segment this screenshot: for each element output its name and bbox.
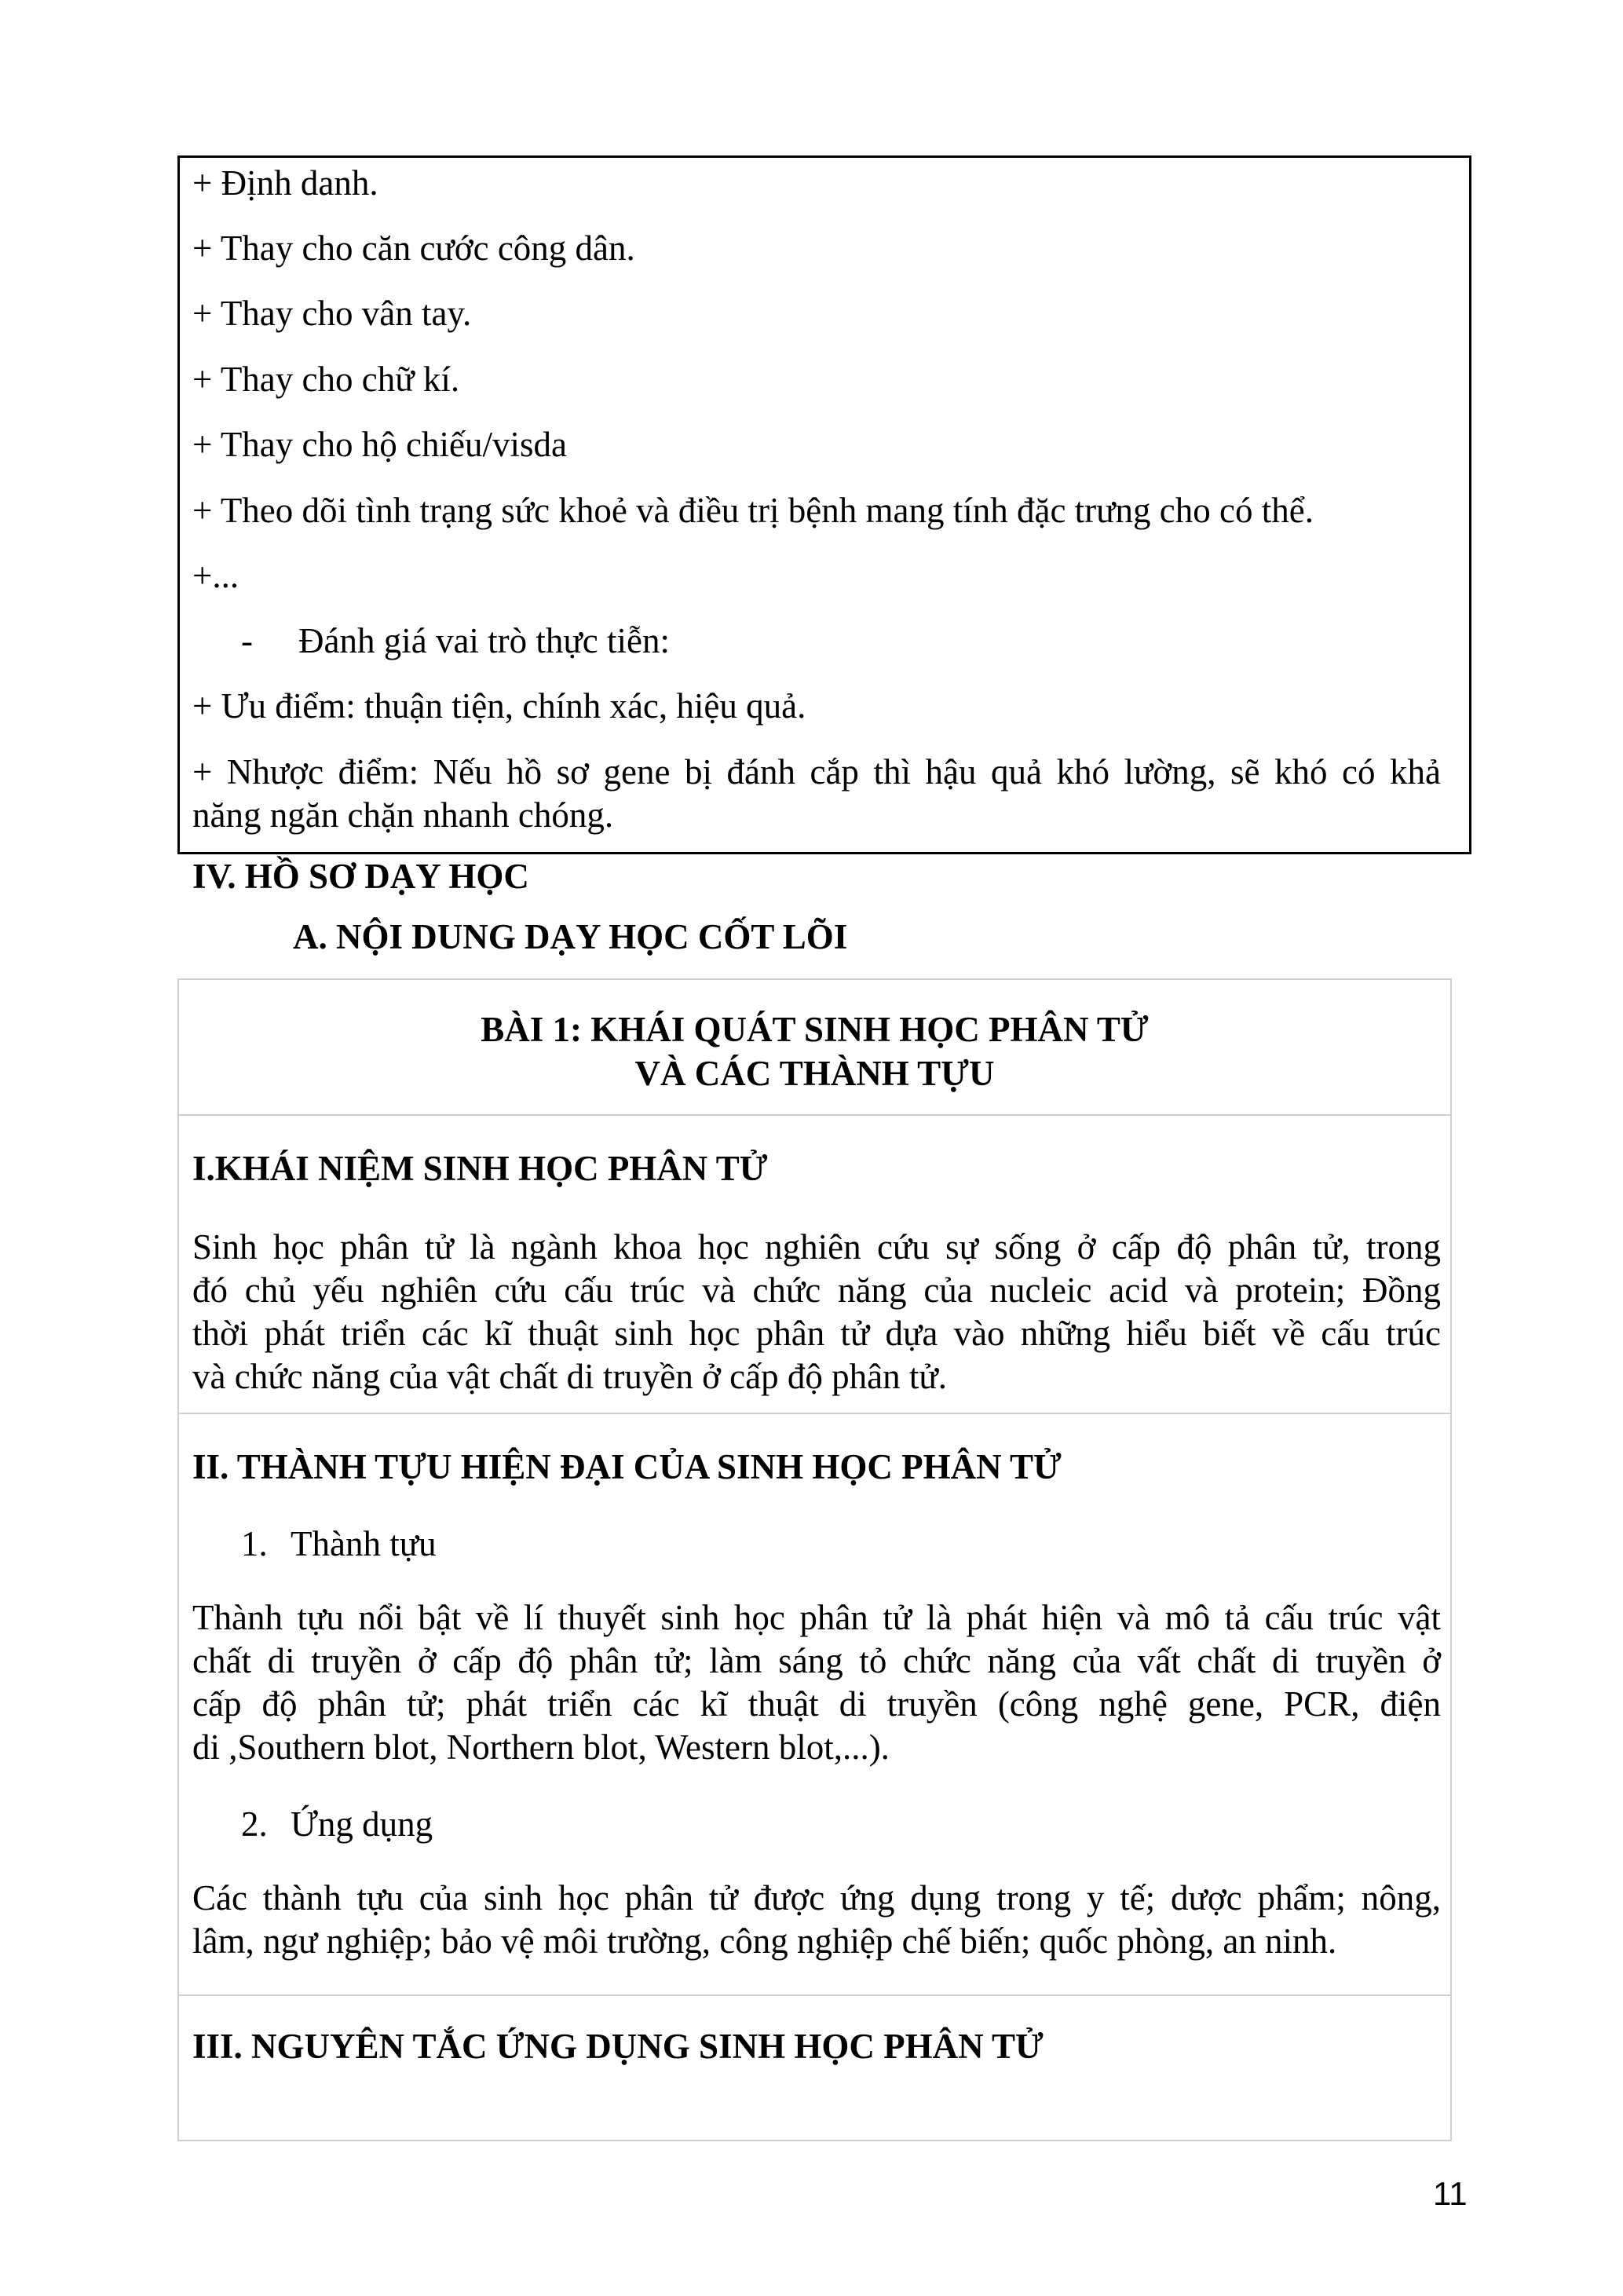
disadvantage-line: + Nhược điểm: Nếu hồ sơ gene bị đánh cắp thì hậu quả khó lường, sẽ khó có khả — [192, 752, 1441, 792]
lesson-title: VÀ CÁC THÀNH TỰU — [634, 1054, 995, 1093]
paragraph-line: Sinh học phân tử là ngành khoa học nghiên cứu sự sống ở cấp độ phân tử, trong — [192, 1227, 1441, 1267]
table-divider — [177, 1413, 1452, 1414]
list-number: 1. — [241, 1524, 268, 1563]
list-item: + Thay cho vân tay. — [192, 294, 472, 333]
paragraph-line: di ,Southern blot, Northern blot, Western blot,...). — [192, 1727, 890, 1767]
list-item: +... — [192, 556, 239, 595]
paragraph-line: thời phát triển các kĩ thuật sinh học phân tử dựa vào những hiểu biết về cấu trúc — [192, 1314, 1441, 1353]
section-heading-iv: IV. HỒ SƠ DẠY HỌC — [192, 857, 529, 896]
table-divider — [177, 1114, 1452, 1116]
list-item: + Theo dõi tình trạng sức khoẻ và điều trị bệnh mang tính đặc trưng cho có thể. — [192, 491, 1314, 530]
section-heading-1: I.KHÁI NIỆM SINH HỌC PHÂN TỬ — [192, 1149, 768, 1188]
advantage-text: + Ưu điểm: thuận tiện, chính xác, hiệu quả. — [192, 686, 806, 726]
section-heading-2: II. THÀNH TỰU HIỆN ĐẠI CỦA SINH HỌC PHÂN TỬ — [192, 1447, 1062, 1486]
disadvantage-line: năng ngăn chặn nhanh chóng. — [192, 795, 614, 835]
paragraph-line: và chức năng của vật chất di truyền ở cấp độ phân tử. — [192, 1357, 947, 1396]
paragraph-line: lâm, ngư nghiệp; bảo vệ môi trường, công nghiệp chế biến; quốc phòng, an ninh. — [192, 1921, 1337, 1961]
dash-item: Đánh giá vai trò thực tiễn: — [298, 621, 671, 660]
section-heading-a: A. NỘI DUNG DẠY HỌC CỐT LÕI — [293, 917, 848, 956]
list-item: + Định danh. — [192, 163, 378, 203]
lesson-title: BÀI 1: KHÁI QUÁT SINH HỌC PHÂN TỬ — [481, 1010, 1149, 1049]
paragraph-line: đó chủ yếu nghiên cứu cấu trúc và chức năng của nucleic acid và protein; Đồng — [192, 1270, 1441, 1310]
table-divider — [177, 1994, 1452, 1996]
list-item: + Thay cho chữ kí. — [192, 360, 460, 399]
section-heading-3: III. NGUYÊN TẮC ỨNG DỤNG SINH HỌC PHÂN TỬ — [192, 2027, 1044, 2066]
paragraph-line: cấp độ phân tử; phát triển các kĩ thuật di truyền (công nghệ gene, PCR, điện — [192, 1684, 1441, 1724]
dash-bullet: - — [241, 621, 253, 660]
paragraph-line: chất di truyền ở cấp độ phân tử; làm sáng tỏ chức năng của vất chất di truyền ở — [192, 1641, 1441, 1680]
subheading: Thành tựu — [291, 1524, 437, 1563]
page-number: 11 — [1433, 2175, 1468, 2212]
paragraph-line: Các thành tựu của sinh học phân tử được ứng dụng trong y tế; dược phẩm; nông, — [192, 1878, 1441, 1918]
list-number: 2. — [241, 1804, 268, 1844]
list-item: + Thay cho hộ chiếu/visda — [192, 425, 567, 464]
paragraph-line: Thành tựu nổi bật về lí thuyết sinh học phân tử là phát hiện và mô tả cấu trúc vật — [192, 1598, 1441, 1637]
list-item: + Thay cho căn cước công dân. — [192, 229, 635, 268]
subheading: Ứng dụng — [291, 1804, 433, 1844]
